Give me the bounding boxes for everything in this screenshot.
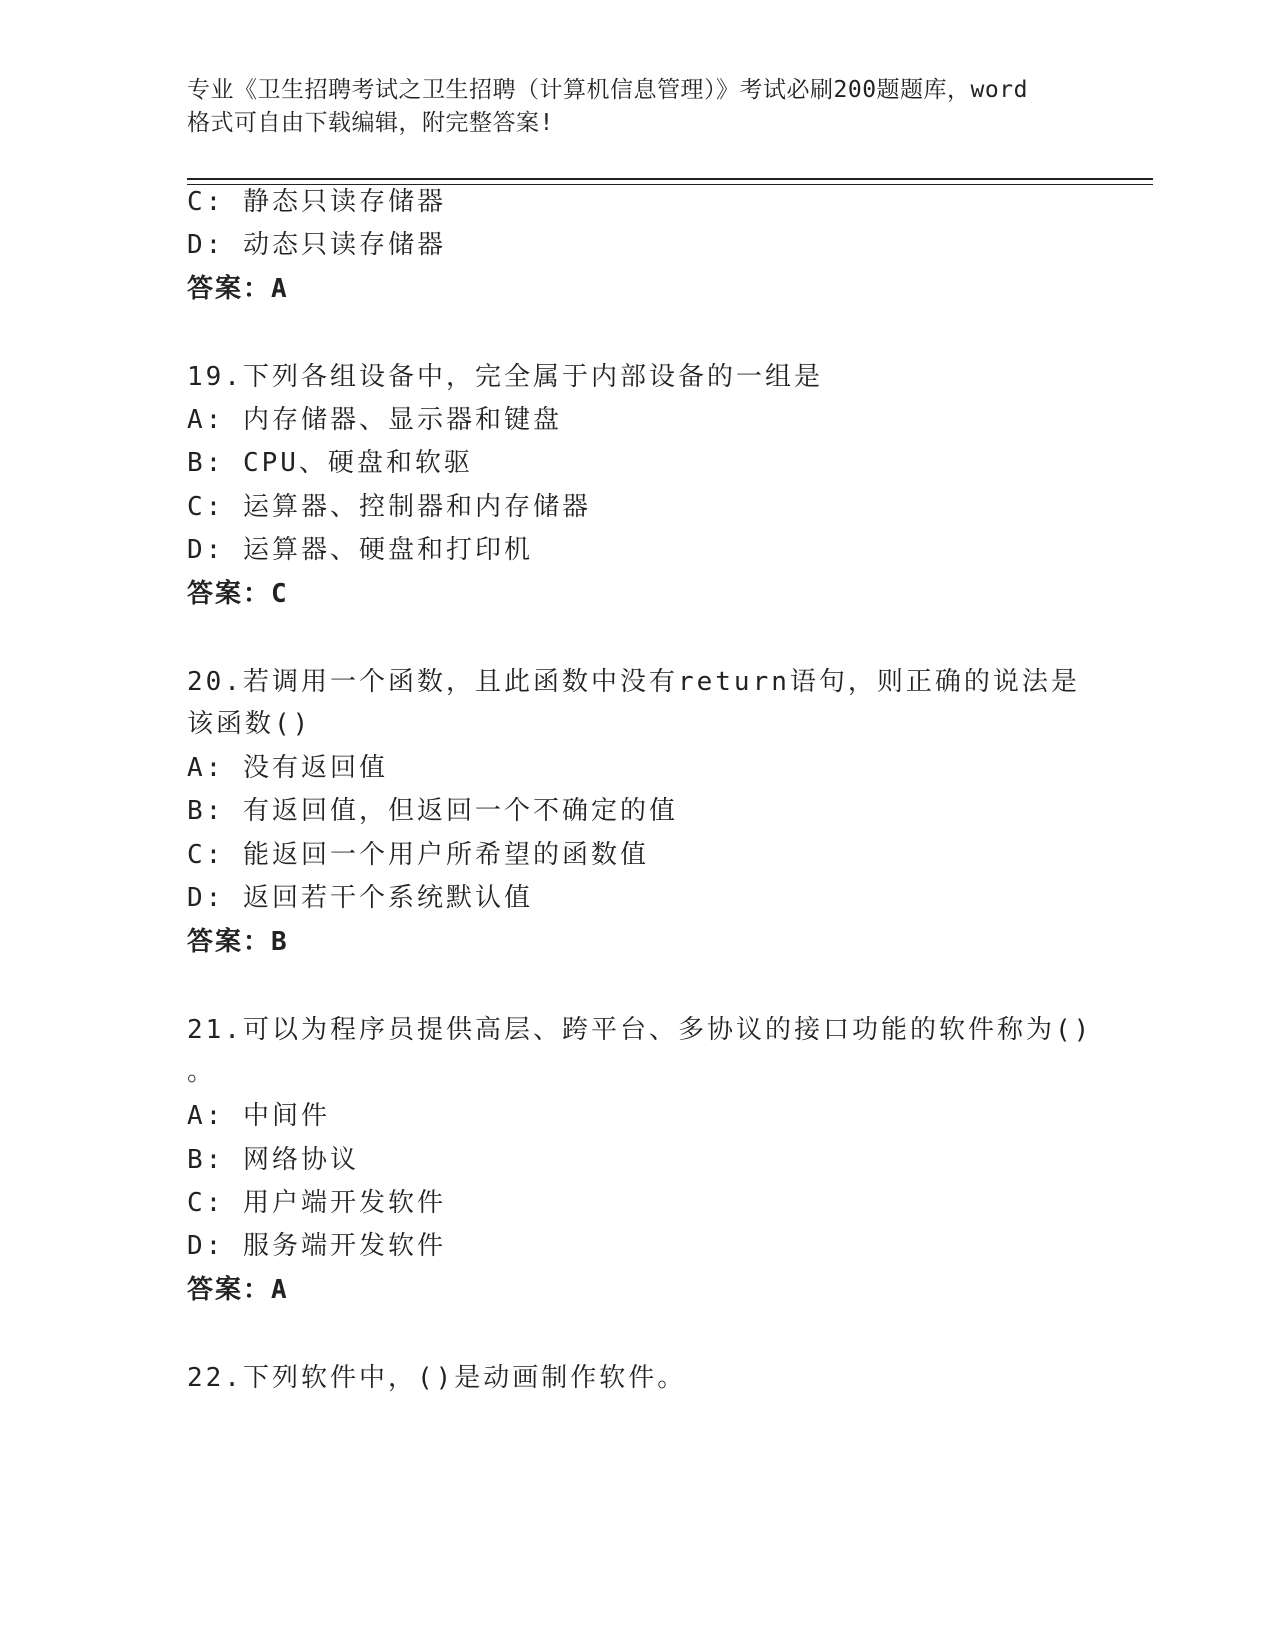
document-header: [187, 74, 1087, 140]
prev-option-d: D: 动态只读存储器: [187, 230, 446, 260]
q19-option-a: A: 内存储器、显示器和键盘: [187, 405, 562, 435]
header-line-1: 专业《卫生招聘考试之卫生招聘（计算机信息管理）》考试必刷200题题库，word: [187, 77, 1028, 103]
q20-option-b: B: 有返回值，但返回一个不确定的值: [187, 796, 678, 826]
q20-option-d: D: 返回若干个系统默认值: [187, 883, 533, 913]
q20-option-c: C: 能返回一个用户所希望的函数值: [187, 840, 649, 870]
prev-answer: 答案：A: [187, 274, 289, 304]
q19-text: 19.下列各组设备中，完全属于内部设备的一组是: [187, 362, 823, 392]
q21-option-b: B: 网络协议: [187, 1145, 359, 1175]
q20-option-a: A: 没有返回值: [187, 753, 388, 783]
header-divider-thin: [187, 184, 1153, 185]
header-divider-thick: [187, 178, 1153, 180]
q19-option-c: C: 运算器、控制器和内存储器: [187, 492, 591, 522]
q21-text-line-1: 21.可以为程序员提供高层、跨平台、多协议的接口功能的软件称为(): [187, 1015, 1093, 1045]
q20-text-line-1: 20.若调用一个函数，且此函数中没有return语句，则正确的说法是: [187, 667, 1080, 697]
q21-answer: 答案：A: [187, 1275, 289, 1305]
q20-answer: 答案：B: [187, 927, 289, 957]
q21-text-line-2: 。: [187, 1057, 217, 1087]
q19-option-b: B: CPU、硬盘和软驱: [187, 448, 473, 478]
q22-text: 22.下列软件中，()是动画制作软件。: [187, 1363, 687, 1393]
q21-option-a: A: 中间件: [187, 1101, 330, 1131]
q19-option-d: D: 运算器、硬盘和打印机: [187, 535, 533, 565]
q20-text-line-2: 该函数(): [187, 709, 312, 739]
prev-option-c: C: 静态只读存储器: [187, 187, 446, 217]
q19-answer: 答案：C: [187, 579, 289, 609]
q21-option-c: C: 用户端开发软件: [187, 1188, 446, 1218]
q21-option-d: D: 服务端开发软件: [187, 1231, 446, 1261]
header-line-2: 格式可自由下载编辑，附完整答案!: [187, 110, 554, 136]
